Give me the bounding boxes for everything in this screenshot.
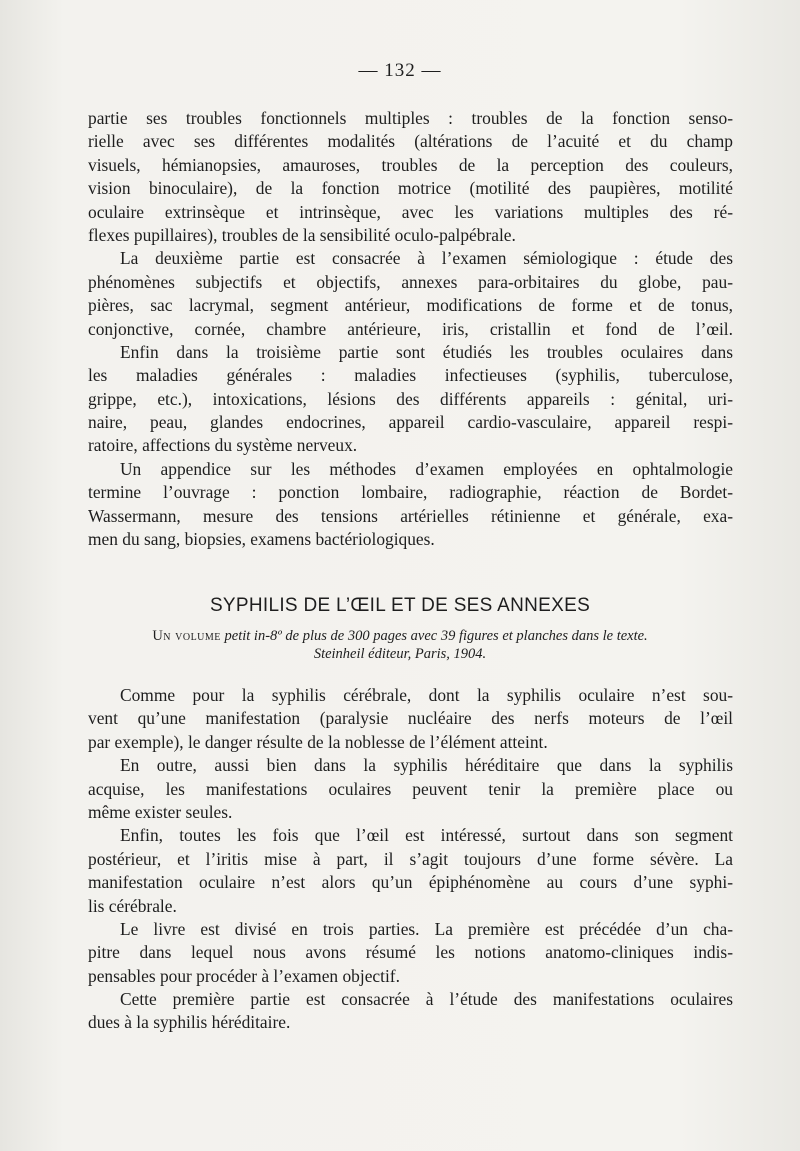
page-number: — 132 — xyxy=(358,60,442,81)
text-line: flexes pupillaires), troubles de la sensibilité oculo-palpébrale. xyxy=(88,224,516,245)
text-line: naire, peau, glandes endocrines, appareil cardio-vasculaire, appareil respi- xyxy=(88,412,733,433)
text-line: men du sang, biopsies, examens bactériologiques. xyxy=(88,529,435,550)
text-line: pières, sac lacrymal, segment antérieur, modifications de forme et de tonus, xyxy=(88,295,733,316)
text-line: En outre, aussi bien dans la syphilis héréditaire que dans la syphilis xyxy=(120,755,733,776)
volume-label: Un volume xyxy=(152,628,221,644)
text-line: lis cérébrale. xyxy=(88,895,177,916)
text-line: les maladies générales : maladies infectieuses (syphilis, tuberculose, xyxy=(88,365,733,386)
volume-description: petit in-8º de plus de 300 pages avec 39 figures et planches dans le texte. xyxy=(224,628,648,644)
text-line: Comme pour la syphilis cérébrale, dont la syphilis oculaire n’est sou- xyxy=(120,685,733,705)
text-line: rielle avec ses différentes modalités (altérations de l’acuité et du champ xyxy=(88,131,733,152)
text-line: conjonctive, cornée, chambre antérieure, iris, cristallin et fond de l’œil. xyxy=(88,318,733,339)
text-line: Un appendice sur les méthodes d’examen employées en ophtalmologie xyxy=(120,458,733,479)
text-line: partie ses troubles fonctionnels multiples : troubles de la fonction senso- xyxy=(88,108,733,128)
text-line: par exemple), le danger résulte de la noblesse de l’élément atteint. xyxy=(88,731,548,752)
text-line: phénomènes subjectifs et objectifs, annexes para-orbitaires du globe, pau- xyxy=(88,271,733,292)
body-text-section-2 xyxy=(88,684,733,1035)
text-line: ratoire, affections du système nerveux. xyxy=(88,435,358,456)
book-title: SYPHILIS DE L’ŒIL ET DE SES ANNEXES xyxy=(209,595,591,616)
text-line: manifestation oculaire n’est alors qu’un épiphénomène au cours d’une syphi- xyxy=(88,872,733,893)
text-line: vent qu’une manifestation (paralysie nucléaire des nerfs moteurs de l’œil xyxy=(88,708,733,729)
publisher-line: Steinheil éditeur, Paris, 1904. xyxy=(313,646,487,662)
text-line: vision binoculaire), de la fonction motrice (motilité des paupières, motilité xyxy=(88,178,733,199)
text-line: acquise, les manifestations oculaires peuvent tenir la première place ou xyxy=(88,778,733,799)
text-line: Cette première partie est consacrée à l’étude des manifestations oculaires xyxy=(120,989,733,1010)
text-line: dues à la syphilis héréditaire. xyxy=(88,1012,291,1033)
text-line: termine l’ouvrage : ponction lombaire, radiographie, réaction de Bordet- xyxy=(88,482,733,503)
text-line: Enfin dans la troisième partie sont étudiés les troubles oculaires dans xyxy=(120,341,733,362)
text-line: Enfin, toutes les fois que l’œil est intéressé, surtout dans son segment xyxy=(120,825,733,846)
text-line: pensables pour procéder à l’examen objectif. xyxy=(88,965,400,986)
body-text-section-1 xyxy=(88,107,733,551)
text-line: visuels, hémianopsies, amauroses, troubles de la perception des couleurs, xyxy=(88,154,733,175)
text-line: La deuxième partie est consacrée à l’examen sémiologique : étude des xyxy=(120,248,733,269)
text-line: grippe, etc.), intoxications, lésions des différents appareils : génital, uri- xyxy=(88,388,733,409)
text-line: Le livre est divisé en trois parties. La première est précédée d’un cha- xyxy=(120,918,733,939)
text-line: même exister seules. xyxy=(88,801,233,822)
book-description xyxy=(0,628,800,645)
text-line: oculaire extrinsèque et intrinsèque, avec les variations multiples des ré- xyxy=(88,201,733,222)
text-line: pitre dans lequel nous avons résumé les notions anatomo-cliniques indis- xyxy=(88,942,733,963)
text-line: postérieur, et l’iritis mise à part, il s’agit toujours d’une forme sévère. La xyxy=(88,848,733,869)
text-line: Wassermann, mesure des tensions artérielles rétinienne et générale, exa- xyxy=(88,505,733,526)
